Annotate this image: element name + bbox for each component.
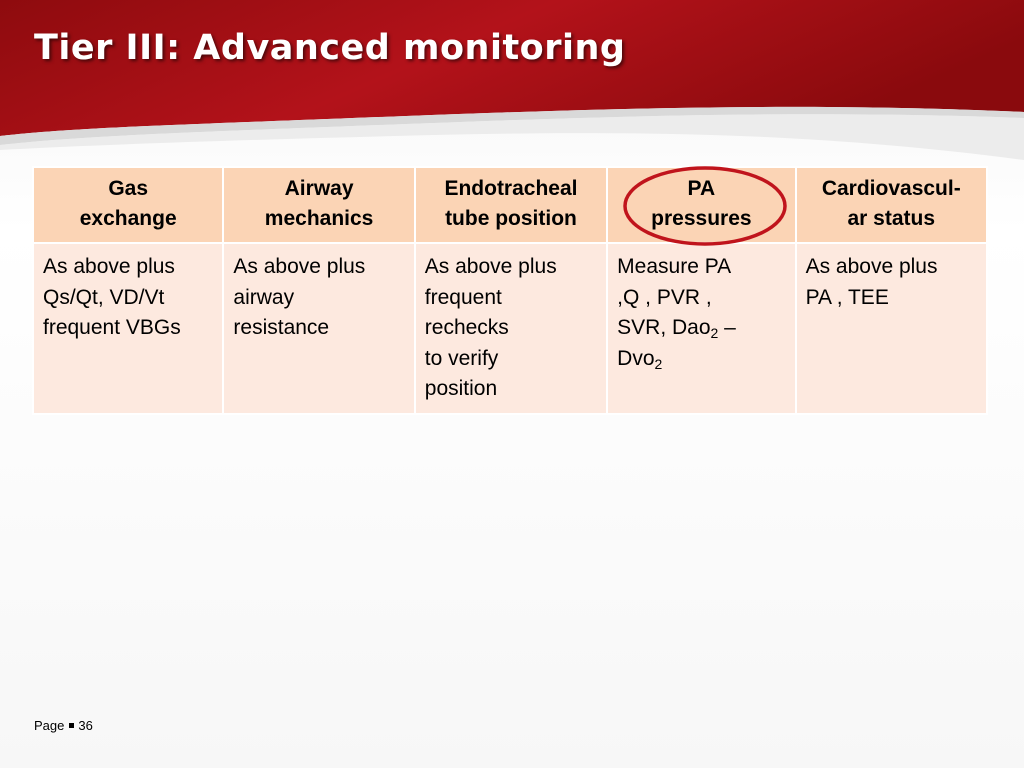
table-row xyxy=(33,243,987,414)
page-label: Page xyxy=(34,718,65,733)
subscript: 2 xyxy=(654,355,663,372)
cell-cardiovascular-status xyxy=(796,243,987,414)
cell-line: As above plus xyxy=(233,255,366,278)
page-footer xyxy=(34,718,93,733)
cell-line: ,Q , PVR , xyxy=(617,285,712,309)
cell-line: airway xyxy=(233,285,295,309)
header-line: Airway xyxy=(284,177,354,200)
cell-line: Qs/Qt, VD/Vt xyxy=(43,285,165,309)
cell-pa-pressures xyxy=(607,243,795,414)
header-line: Cardiovascul- xyxy=(821,177,961,200)
subscript: 2 xyxy=(710,325,719,341)
cell-line: As above plus xyxy=(424,255,557,278)
cell-line: position xyxy=(424,377,498,400)
table-header-row xyxy=(33,167,987,243)
header-tube-position xyxy=(415,167,607,243)
header-line: Gas xyxy=(108,177,149,200)
cell-line: As above plus xyxy=(43,255,175,278)
cell-line: PA , TEE xyxy=(805,285,889,309)
slide-title: Tier III: Advanced monitoring xyxy=(34,28,626,68)
cell-line: frequent VBGs xyxy=(43,316,181,339)
header-line: ar status xyxy=(847,207,936,230)
header-cardiovascular-status xyxy=(796,167,987,243)
header-band xyxy=(0,0,1024,170)
bullet-separator-icon xyxy=(69,723,74,728)
header-line: pressures xyxy=(651,207,752,230)
header-gas-exchange xyxy=(33,167,223,243)
cell-line: Dvo xyxy=(617,346,655,370)
cell-line: rechecks xyxy=(424,316,509,339)
cell-line: frequent xyxy=(424,285,502,309)
monitoring-table xyxy=(32,166,988,415)
header-line: mechanics xyxy=(264,207,374,230)
cell-line: – xyxy=(718,316,736,339)
header-line: PA xyxy=(687,177,716,200)
header-line: tube position xyxy=(445,207,577,230)
page-number: 36 xyxy=(78,718,93,733)
cell-line: As above plus xyxy=(805,255,938,278)
cell-tube-position xyxy=(415,243,607,414)
cell-airway-mechanics xyxy=(223,243,414,414)
cell-line: SVR, Dao xyxy=(617,316,711,339)
header-line: exchange xyxy=(79,207,177,230)
cell-gas-exchange xyxy=(33,243,223,414)
cell-line: Measure PA xyxy=(617,255,732,278)
header-line: Endotracheal xyxy=(444,177,578,200)
cell-line: resistance xyxy=(233,316,330,339)
cell-line: to verify xyxy=(424,346,499,370)
header-airway-mechanics xyxy=(223,167,414,243)
header-pa-pressures xyxy=(607,167,795,243)
